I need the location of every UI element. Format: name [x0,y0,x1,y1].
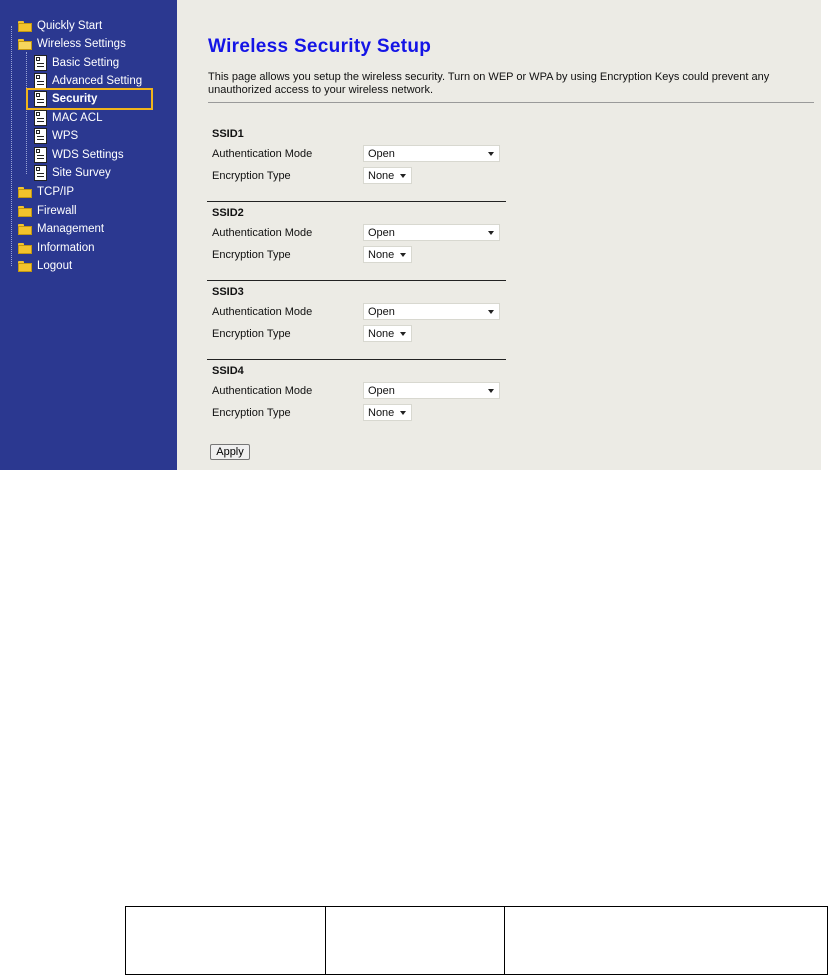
select-value: Open [368,305,395,318]
ssid1-encryption-select[interactable] [363,167,412,184]
ssid4-heading: SSID4 [212,365,244,377]
ssid3-auth-mode-select[interactable] [363,303,500,320]
tree-connector [26,52,27,174]
ssid4-auth-mode-select[interactable] [363,382,500,399]
sidebar-item-label: MAC ACL [52,112,103,124]
dropdown-arrow-icon [400,332,406,336]
sidebar-item-basic-setting[interactable] [34,54,119,72]
sidebar-item-management[interactable] [18,220,104,238]
encryption-type-label: Encryption Type [212,407,291,419]
sidebar-item-wireless-settings[interactable] [18,35,126,53]
page-icon [34,73,47,89]
encryption-type-label: Encryption Type [212,249,291,261]
page-icon [34,128,47,144]
table-cell [126,907,326,975]
dropdown-arrow-icon [488,389,494,393]
page-title: Wireless Security Setup [208,36,432,57]
sidebar-item-label: Site Survey [52,167,111,179]
folder-icon [18,206,32,217]
select-value: None [368,248,395,261]
dropdown-arrow-icon [488,231,494,235]
auth-mode-label: Authentication Mode [212,306,313,318]
select-value: None [368,169,395,182]
sidebar-item-information[interactable] [18,239,95,257]
page-icon [34,165,47,181]
sidebar-item-label: Advanced Setting [52,75,143,87]
select-value: None [368,406,395,419]
select-value: Open [368,226,395,239]
sidebar-item-wps[interactable] [34,127,78,145]
ssid2-heading: SSID2 [212,207,244,219]
section-divider [207,280,506,281]
select-value: None [368,327,395,340]
sidebar-item-label: TCP/IP [37,186,75,198]
ssid2-auth-mode-select[interactable] [363,224,500,241]
table-cell [326,907,505,975]
folder-open-icon [18,39,32,50]
sidebar-item-quickly-start[interactable] [18,17,102,35]
page-description: This page allows you setup the wireless security. Turn on WEP or WPA by using Encryption Keys could prevent any unauthorized access to your wireless network. [208,71,770,96]
sidebar-nav [0,0,177,470]
sidebar-item-label: Management [37,223,105,235]
folder-icon [18,21,32,32]
sidebar-item-wds-settings[interactable] [34,146,124,164]
divider [208,102,814,103]
sidebar-item-label: Firewall [37,205,77,217]
auth-mode-label: Authentication Mode [212,385,313,397]
ssid4-encryption-select[interactable] [363,404,412,421]
page-icon [34,91,47,107]
sidebar-item-label: Wireless Settings [37,38,126,50]
sidebar-item-firewall[interactable] [18,202,77,220]
dropdown-arrow-icon [400,411,406,415]
dropdown-arrow-icon [488,152,494,156]
select-value: Open [368,384,395,397]
sidebar-item-site-survey[interactable] [34,164,111,182]
sidebar-item-security[interactable] [26,88,153,110]
router-admin-screenshot [0,0,829,470]
dropdown-arrow-icon [400,253,406,257]
sidebar-item-label: Security [52,93,98,105]
auth-mode-label: Authentication Mode [212,148,313,160]
table-cell [505,907,828,975]
sidebar-item-label: Quickly Start [37,20,103,32]
sidebar-item-label: Basic Setting [52,57,120,69]
ssid2-encryption-select[interactable] [363,246,412,263]
ssid3-heading: SSID3 [212,286,244,298]
encryption-type-label: Encryption Type [212,328,291,340]
encryption-type-label: Encryption Type [212,170,291,182]
sidebar-item-mac-acl[interactable] [34,109,103,127]
right-margin [821,0,829,470]
sidebar-item-label: Information [37,242,95,254]
folder-icon [18,243,32,254]
folder-icon [18,224,32,235]
auth-mode-label: Authentication Mode [212,227,313,239]
select-value: Open [368,147,395,160]
page-icon [34,147,47,163]
section-divider [207,359,506,360]
dropdown-arrow-icon [488,310,494,314]
apply-button[interactable]: Apply [210,444,250,460]
sidebar-item-tcp-ip[interactable] [18,183,74,201]
folder-icon [18,261,32,272]
table-row [126,907,828,975]
sidebar-item-label: WDS Settings [52,149,124,161]
page-icon [34,110,47,126]
ssid3-encryption-select[interactable] [363,325,412,342]
section-divider [207,201,506,202]
document-table [125,906,828,975]
dropdown-arrow-icon [400,174,406,178]
ssid1-auth-mode-select[interactable] [363,145,500,162]
ssid1-heading: SSID1 [212,128,244,140]
sidebar-item-logout[interactable] [18,257,72,275]
sidebar-item-label: WPS [52,130,79,142]
folder-icon [18,187,32,198]
page-icon [34,55,47,71]
sidebar-item-label: Logout [37,260,73,272]
tree-connector [11,26,12,266]
